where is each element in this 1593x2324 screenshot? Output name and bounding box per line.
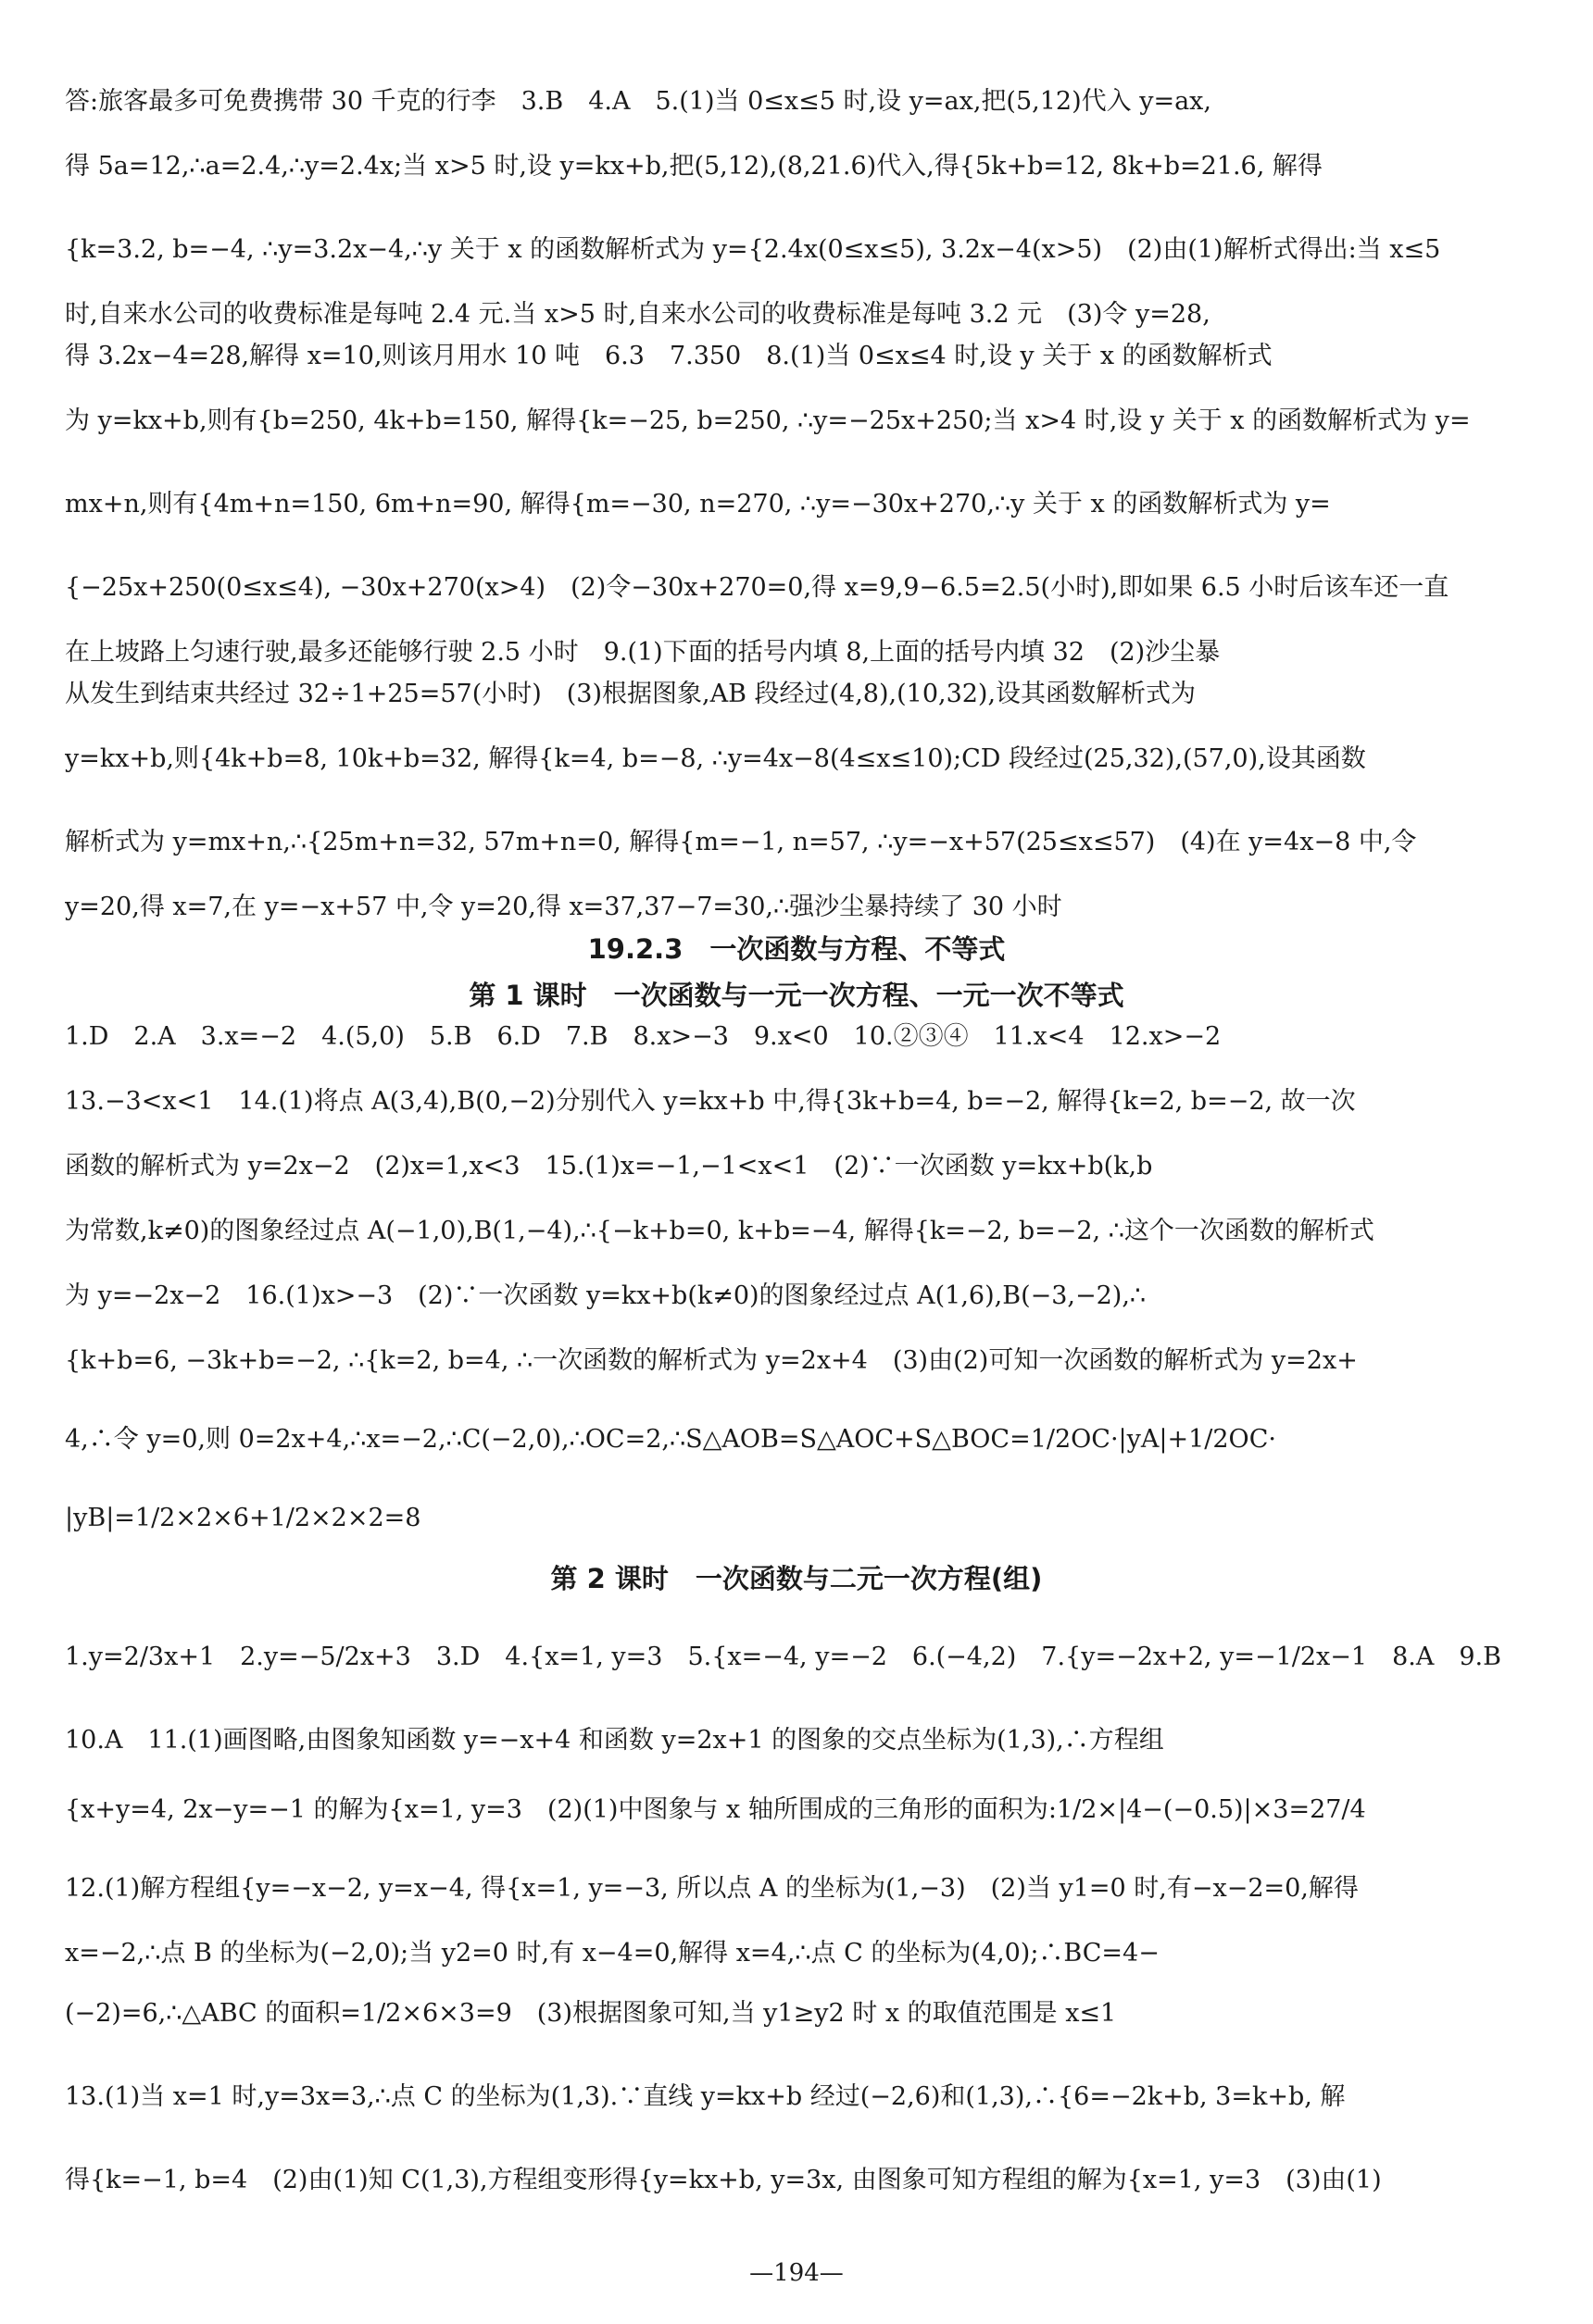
text-line: 1.D 2.A 3.x=−2 4.(5,0) 5.B 6.D 7.B 8.x>−3 9.x<0 10.②③④ 11.x<4 12.x>−2 <box>65 1022 1222 1051</box>
text-line: |yB|=1/2×2×6+1/2×2×2=8 <box>65 1504 421 1532</box>
text-line: 为常数,k≠0)的图象经过点 A(−1,0),B(1,−4),∴{−k+b=0, k+b=−4, 解得{k=−2, b=−2, ∴这个一次函数的解析式 <box>65 1217 1374 1245</box>
text-line: 时,自来水公司的收费标准是每吨 2.4 元.当 x>5 时,自来水公司的收费标准是每吨 3.2 元 (3)令 y=28, <box>65 300 1210 329</box>
text-line: mx+n,则有{4m+n=150, 6m+n=90, 解得{m=−30, n=270, ∴y=−30x+270,∴y 关于 x 的函数解析式为 y= <box>65 490 1331 519</box>
text-line: 从发生到结束共经过 32÷1+25=57(小时) (3)根据图象,AB 段经过(4,8),(10,32),设其函数解析式为 <box>65 680 1197 708</box>
text-line: 答:旅客最多可免费携带 30 千克的行李 3.B 4.A 5.(1)当 0≤x≤5 时,设 y=ax,把(5,12)代入 y=ax, <box>65 87 1211 116</box>
text-line: y=20,得 x=7,在 y=−x+57 中,令 y=20,得 x=37,37−7=30,∴强沙尘暴持续了 30 小时 <box>65 893 1062 921</box>
text-line: 13.(1)当 x=1 时,y=3x=3,∴点 C 的坐标为(1,3).∵直线 y=kx+b 经过(−2,6)和(1,3),∴{6=−2k+b, 3=k+b, 解 <box>65 2082 1346 2111</box>
text-line: y=kx+b,则{4k+b=8, 10k+b=32, 解得{k=4, b=−8, ∴y=4x−8(4≤x≤10);CD 段经过(25,32),(57,0),设其函数 <box>65 744 1366 773</box>
lesson-heading: 第 2 课时 一次函数与二元一次方程(组) <box>550 1563 1043 1594</box>
text-line: 为 y=−2x−2 16.(1)x>−3 (2)∵一次函数 y=kx+b(k≠0)的图象经过点 A(1,6),B(−3,−2),∴ <box>65 1281 1147 1310</box>
text-line: 在上坡路上匀速行驶,最多还能够行驶 2.5 小时 9.(1)下面的括号内填 8,上面的括号内填 32 (2)沙尘暴 <box>65 638 1221 667</box>
text-line: 为 y=kx+b,则有{b=250, 4k+b=150, 解得{k=−25, b=250, ∴y=−25x+250;当 x>4 时,设 y 关于 x 的函数解析式为 y= <box>65 406 1471 435</box>
text-line: 4,∴令 y=0,则 0=2x+4,∴x=−2,∴C(−2,0),∴OC=2,∴S△AOB=S△AOC+S△BOC=1/2OC·|yA|+1/2OC· <box>65 1425 1276 1454</box>
text-line: {x+y=4, 2x−y=−1 的解为{x=1, y=3 (2)(1)中图象与 x 轴所围成的三角形的面积为:1/2×|4−(−0.5)|×3=27/4 <box>65 1795 1366 1824</box>
text-line: 得 3.2x−4=28,解得 x=10,则该月用水 10 吨 6.3 7.350 8.(1)当 0≤x≤4 时,设 y 关于 x 的函数解析式 <box>65 342 1273 370</box>
text-line: 12.(1)解方程组{y=−x−2, y=x−4, 得{x=1, y=−3, 所以点 A 的坐标为(1,−3) (2)当 y1=0 时,有−x−2=0,解得 <box>65 1874 1359 1903</box>
page-number: —194— <box>749 2259 844 2287</box>
text-line: 10.A 11.(1)画图略,由图象知函数 y=−x+4 和函数 y=2x+1 的图象的交点坐标为(1,3),∴方程组 <box>65 1726 1164 1755</box>
text-line: x=−2,∴点 B 的坐标为(−2,0);当 y2=0 时,有 x−4=0,解得 x=4,∴点 C 的坐标为(4,0);∴BC=4− <box>65 1939 1160 1968</box>
text-line: {k+b=6, −3k+b=−2, ∴{k=2, b=4, ∴一次函数的解析式为 y=2x+4 (3)由(2)可知一次函数的解析式为 y=2x+ <box>65 1346 1358 1375</box>
section-heading: 19.2.3 一次函数与方程、不等式 <box>587 933 1006 965</box>
text-line: {−25x+250(0≤x≤4), −30x+270(x>4) (2)令−30x+270=0,得 x=9,9−6.5=2.5(小时),即如果 6.5 小时后该车还一直 <box>65 573 1449 602</box>
text-line: 13.−3<x<1 14.(1)将点 A(3,4),B(0,−2)分别代入 y=kx+b 中,得{3k+b=4, b=−2, 解得{k=2, b=−2, 故一次 <box>65 1087 1356 1116</box>
lesson-heading: 第 1 课时 一次函数与一元一次方程、一元一次不等式 <box>469 980 1124 1011</box>
text-line: 解析式为 y=mx+n,∴{25m+n=32, 57m+n=0, 解得{m=−1, n=57, ∴y=−x+57(25≤x≤57) (4)在 y=4x−8 中,令 <box>65 828 1417 856</box>
text-line: {k=3.2, b=−4, ∴y=3.2x−4,∴y 关于 x 的函数解析式为 y={2.4x(0≤x≤5), 3.2x−4(x>5) (2)由(1)解析式得出:当 x≤5 <box>65 235 1441 264</box>
text-line: (−2)=6,∴△ABC 的面积=1/2×6×3=9 (3)根据图象可知,当 y1≥y2 时 x 的取值范围是 x≤1 <box>65 1999 1117 2028</box>
text-line: 得 5a=12,∴a=2.4,∴y=2.4x;当 x>5 时,设 y=kx+b,把(5,12),(8,21.6)代入,得{5k+b=12, 8k+b=21.6, 解得 <box>65 152 1323 181</box>
text-line: 函数的解析式为 y=2x−2 (2)x=1,x<3 15.(1)x=−1,−1<x<1 (2)∵一次函数 y=kx+b(k,b <box>65 1152 1153 1181</box>
text-line: 1.y=2/3x+1 2.y=−5/2x+3 3.D 4.{x=1, y=3 5.{x=−4, y=−2 6.(−4,2) 7.{y=−2x+2, y=−1/2x−1 8.A 9.B <box>65 1643 1501 1671</box>
text-line: 得{k=−1, b=4 (2)由(1)知 C(1,3),方程组变形得{y=kx+b, y=3x, 由图象可知方程组的解为{x=1, y=3 (3)由(1) <box>65 2166 1382 2194</box>
